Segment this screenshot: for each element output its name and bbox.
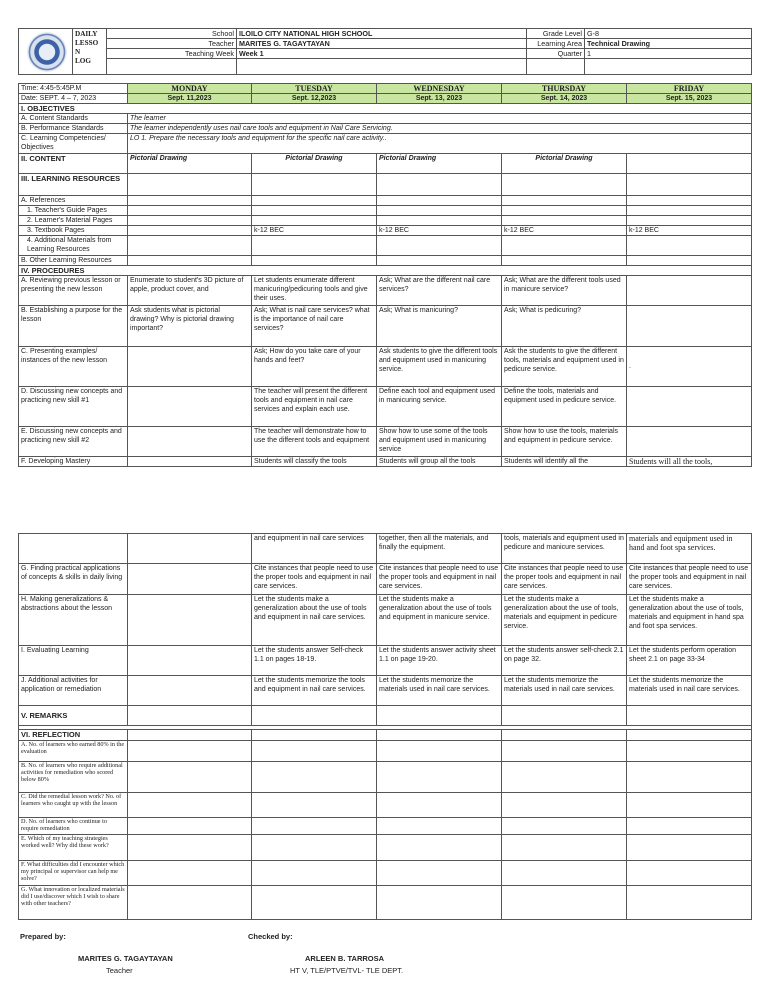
reflection-item: F. What difficulties did I encounter which my principal or supervisor can help me solve? (19, 861, 128, 886)
textbook-tuesday: k-12 BEC (252, 226, 377, 236)
dll-title-line: LESSO (75, 39, 99, 47)
procedures-heading: IV. PROCEDURES (19, 266, 752, 276)
textbook-wednesday: k-12 BEC (377, 226, 502, 236)
objectives-heading: I. OBJECTIVES (19, 104, 752, 114)
procedure-g-cell: Cite instances that people need to use the proper tools and equipment in nail care services. (377, 564, 502, 595)
procedure-f-cont-cell: materials and equipment used in hand and foot spa services. (627, 534, 752, 564)
lesson-table-page1 (18, 83, 752, 467)
dll-title-line: LOG (75, 57, 91, 65)
day-monday: MONDAY (128, 84, 252, 94)
procedure-g-cell: Cite instances that people need to use the proper tools and equipment in nail care services. (502, 564, 627, 595)
prepared-by-title: Teacher (106, 966, 133, 975)
procedure-e-cell (128, 427, 252, 457)
content-standards-label: A. Content Standards (19, 114, 128, 124)
performance-standards-value: The learner independently uses nail care tools and equipment in Nail Care Servicing. (128, 124, 752, 134)
reflection-item: D. No. of learners who continue to require remediation (19, 818, 128, 835)
header-table (18, 28, 752, 75)
procedure-f-cell: Students will identify all the (502, 457, 627, 467)
procedure-i-cell: Let the students perform operation sheet 2.1 on page 33-34 (627, 646, 752, 676)
procedure-e-cell (627, 427, 752, 457)
procedure-i-label: I. Evaluating Learning (19, 646, 128, 676)
procedure-g-cell: Cite instances that people need to use the proper tools and equipment in nail care services. (627, 564, 752, 595)
procedure-h-cell (128, 595, 252, 646)
school-value: ILOILO CITY NATIONAL HIGH SCHOOL (237, 29, 527, 39)
procedure-b-cell: Ask; What is nail care services? what is the importance of nail care services? (252, 306, 377, 347)
procedure-j-label: J. Additional activities for application or remediation (19, 676, 128, 706)
reflection-item: A. No. of learners who earned 80% in the evaluation (19, 741, 128, 762)
reflection-item: B. No. of learners who require additional activities for remediation who scored below 80% (19, 762, 128, 793)
day-tuesday: TUESDAY (252, 84, 377, 94)
other-resources-label: B. Other Learning Resources (19, 256, 128, 266)
procedure-j-cell (128, 676, 252, 706)
day-friday: FRIDAY (627, 84, 752, 94)
dll-title-line: N (75, 48, 81, 56)
procedure-c-cell (128, 347, 252, 387)
reflection-item: C. Did the remedial lesson work? No. of learners who caught up with the lesson (19, 793, 128, 818)
date-monday: Sept. 11,2023 (128, 94, 252, 104)
procedure-j-cell: Let the students memorize the materials used in nail care services. (627, 676, 752, 706)
procedure-i-cell: Let the students answer activity sheet 1.1 on page 19-20. (377, 646, 502, 676)
grade-label: Grade Level (527, 29, 585, 39)
learners-material-label: 2. Learner's Material Pages (19, 216, 128, 226)
textbook-pages-label: 3. Textbook Pages (19, 226, 128, 236)
prepared-by-name: MARITES G. TAGAYTAYAN (78, 954, 173, 963)
procedure-f-label: F. Developing Mastery (19, 457, 128, 467)
procedure-d-cell (128, 387, 252, 427)
checked-by-title: HT V, TLE/PTVE/TVL- TLE DEPT. (290, 966, 404, 975)
performance-standards-label: B. Performance Standards (19, 124, 128, 134)
learning-resources-heading: III. LEARNING RESOURCES (19, 174, 128, 196)
procedure-a-cell: Let students enumerate different manicuring/pedicuring tools and give their uses. (252, 276, 377, 306)
procedure-g-cell: Cite instances that people need to use the proper tools and equipment in nail care services. (252, 564, 377, 595)
teacher-label: Teacher (107, 39, 237, 49)
competencies-label: C. Learning Competencies/ Objectives (19, 134, 128, 154)
procedure-f-cell: Students will group all the tools (377, 457, 502, 467)
quarter-label: Quarter (527, 49, 585, 59)
reflection-item: E. Which of my teaching strategies worked well? Why did these work? (19, 835, 128, 861)
procedure-b-cell (627, 306, 752, 347)
dll-title-line: DAILY (75, 30, 98, 38)
day-thursday: THURSDAY (502, 84, 627, 94)
procedure-b-cell: Ask; What is pedicuring? (502, 306, 627, 347)
time-cell: Time: 4:45-5:45P.M (19, 84, 128, 94)
procedure-a-cell (627, 276, 752, 306)
date-tuesday: Sept. 12,2023 (252, 94, 377, 104)
textbook-friday: k-12 BEC (627, 226, 752, 236)
competencies-value: LO 1. Prepare the necessary tools and equipment for the specific nail care activity.. (128, 134, 752, 154)
procedure-f-cell: Students will classify the tools (252, 457, 377, 467)
deped-seal-logo (19, 29, 73, 75)
procedure-h-cell: Let the students make a generalization about the use of tools, materials and equipment in pedicure service. (502, 595, 627, 646)
procedure-h-cell: Let the students make a generalization about the use of tools and equipment in manicure service. (377, 595, 502, 646)
procedure-i-cell: Let the students answer Self-check 1.1 on pages 18-19. (252, 646, 377, 676)
procedure-d-label: D. Discussing new concepts and practicing new skill #1 (19, 387, 128, 427)
quarter-value: 1 (585, 49, 752, 59)
procedure-f-cell: Students will all the tools, (627, 457, 752, 467)
procedure-d-cell: The teacher will present the different tools and equipment in nail care services and explain each use. (252, 387, 377, 427)
procedure-b-cell: Ask students what is pictorial drawing? Why is pictorial drawing important? (128, 306, 252, 347)
procedure-h-cell: Let the students make a generalization about the use of tools and equipment in nail care services. (252, 595, 377, 646)
procedure-b-label: B. Establishing a purpose for the lesson (19, 306, 128, 347)
procedure-h-cell: Let the students make a generalization about the use of tools, materials and equipment in hand spa and foot spa services. (627, 595, 752, 646)
procedure-f-cell (128, 457, 252, 467)
procedure-c-cell: Ask; How do you take care of your hands and feet? (252, 347, 377, 387)
content-tuesday: Pictorial Drawing (252, 154, 377, 174)
procedure-f-cont-cell (128, 534, 252, 564)
procedure-f-cont-cell: together, then all the materials, and finally the equipment. (377, 534, 502, 564)
checked-by-label: Checked by: (248, 932, 293, 941)
procedure-b-cell: Ask; What is manicuring? (377, 306, 502, 347)
procedure-a-cell: Ask; What are the different nail care services? (377, 276, 502, 306)
textbook-thursday: k-12 BEC (502, 226, 627, 236)
reflection-item: G. What innovation or localized materials did I use/discover which I wish to share with other teachers? (19, 886, 128, 920)
lesson-table-page2 (18, 533, 752, 920)
grade-value: G-8 (585, 29, 752, 39)
date-friday: Sept. 15, 2023 (627, 94, 752, 104)
procedure-j-cell: Let the students memorize the tools and equipment in nail care services. (252, 676, 377, 706)
content-wednesday: Pictorial Drawing (377, 154, 502, 174)
content-heading: II. CONTENT (19, 154, 128, 174)
procedure-d-cell: Define the tools, materials and equipment used in pedicure service. (502, 387, 627, 427)
procedure-f-cont-cell: and equipment in nail care services (252, 534, 377, 564)
procedure-g-cell (128, 564, 252, 595)
procedure-d-cell: Define each tool and equipment used in manicuring service. (377, 387, 502, 427)
area-label: Learning Area (527, 39, 585, 49)
area-value: Technical Drawing (585, 39, 752, 49)
procedure-g-label: G. Finding practical applications of concepts & skills in daily living (19, 564, 128, 595)
procedure-e-cell: Show how to use the tools, materials and equipment in pedicure service. (502, 427, 627, 457)
checked-by-name: ARLEEN B. TARROSA (305, 954, 385, 963)
procedure-f-cont-cell: tools, materials and equipment used in pedicure and manicure services. (502, 534, 627, 564)
procedure-h-label: H. Making generalizations & abstractions about the lesson (19, 595, 128, 646)
school-label: School (107, 29, 237, 39)
procedure-c-cell: . (627, 347, 752, 387)
teacher-value: MARITES G. TAGAYTAYAN (237, 39, 527, 49)
references-label: A. References (19, 196, 128, 206)
procedure-a-label: A. Reviewing previous lesson or presenting the new lesson (19, 276, 128, 306)
procedure-c-cell: Ask the students to give the different tools, materials and equipment used in pedicure service. (502, 347, 627, 387)
date-cell: Date: SEPT. 4 – 7, 2023 (19, 94, 128, 104)
week-label: Teaching Week (107, 49, 237, 59)
procedure-a-cell: Ask; What are the different tools used in manicure service? (502, 276, 627, 306)
procedure-c-label: C. Presenting examples/ instances of the new lesson (19, 347, 128, 387)
procedure-e-cell: The teacher will demonstrate how to use the different tools and equipment (252, 427, 377, 457)
procedure-a-cell: Enumerate to student's 3D picture of apple, product cover, and (128, 276, 252, 306)
prepared-by-label: Prepared by: (20, 932, 66, 941)
date-thursday: Sept. 14, 2023 (502, 94, 627, 104)
procedure-i-cell: Let the students answer self-check 2.1 on page 32. (502, 646, 627, 676)
day-wednesday: WEDNESDAY (377, 84, 502, 94)
content-monday: Pictorial Drawing (128, 154, 252, 174)
dll-title (73, 29, 107, 75)
content-standards-value: The learner (128, 114, 752, 124)
procedure-j-cell: Let the students memorize the materials used in nail care services. (502, 676, 627, 706)
procedure-e-label: E. Discussing new concepts and practicing new skill #2 (19, 427, 128, 457)
teachers-guide-label: 1. Teacher's Guide Pages (19, 206, 128, 216)
remarks-heading: V. REMARKS (19, 706, 128, 726)
procedure-j-cell: Let the students memorize the materials used in nail care services. (377, 676, 502, 706)
week-value: Week 1 (237, 49, 527, 59)
reflection-heading: VI. REFLECTION (19, 730, 128, 741)
procedure-c-cell: Ask students to give the different tools and equipment used in manicuring service. (377, 347, 502, 387)
procedure-d-cell (627, 387, 752, 427)
date-wednesday: Sept. 13, 2023 (377, 94, 502, 104)
content-thursday: Pictorial Drawing (502, 154, 627, 174)
additional-materials-label: 4. Additional Materials from Learning Resources (19, 236, 128, 256)
procedure-i-cell (128, 646, 252, 676)
procedure-e-cell: Show how to use some of the tools and equipment used in manicuring service (377, 427, 502, 457)
